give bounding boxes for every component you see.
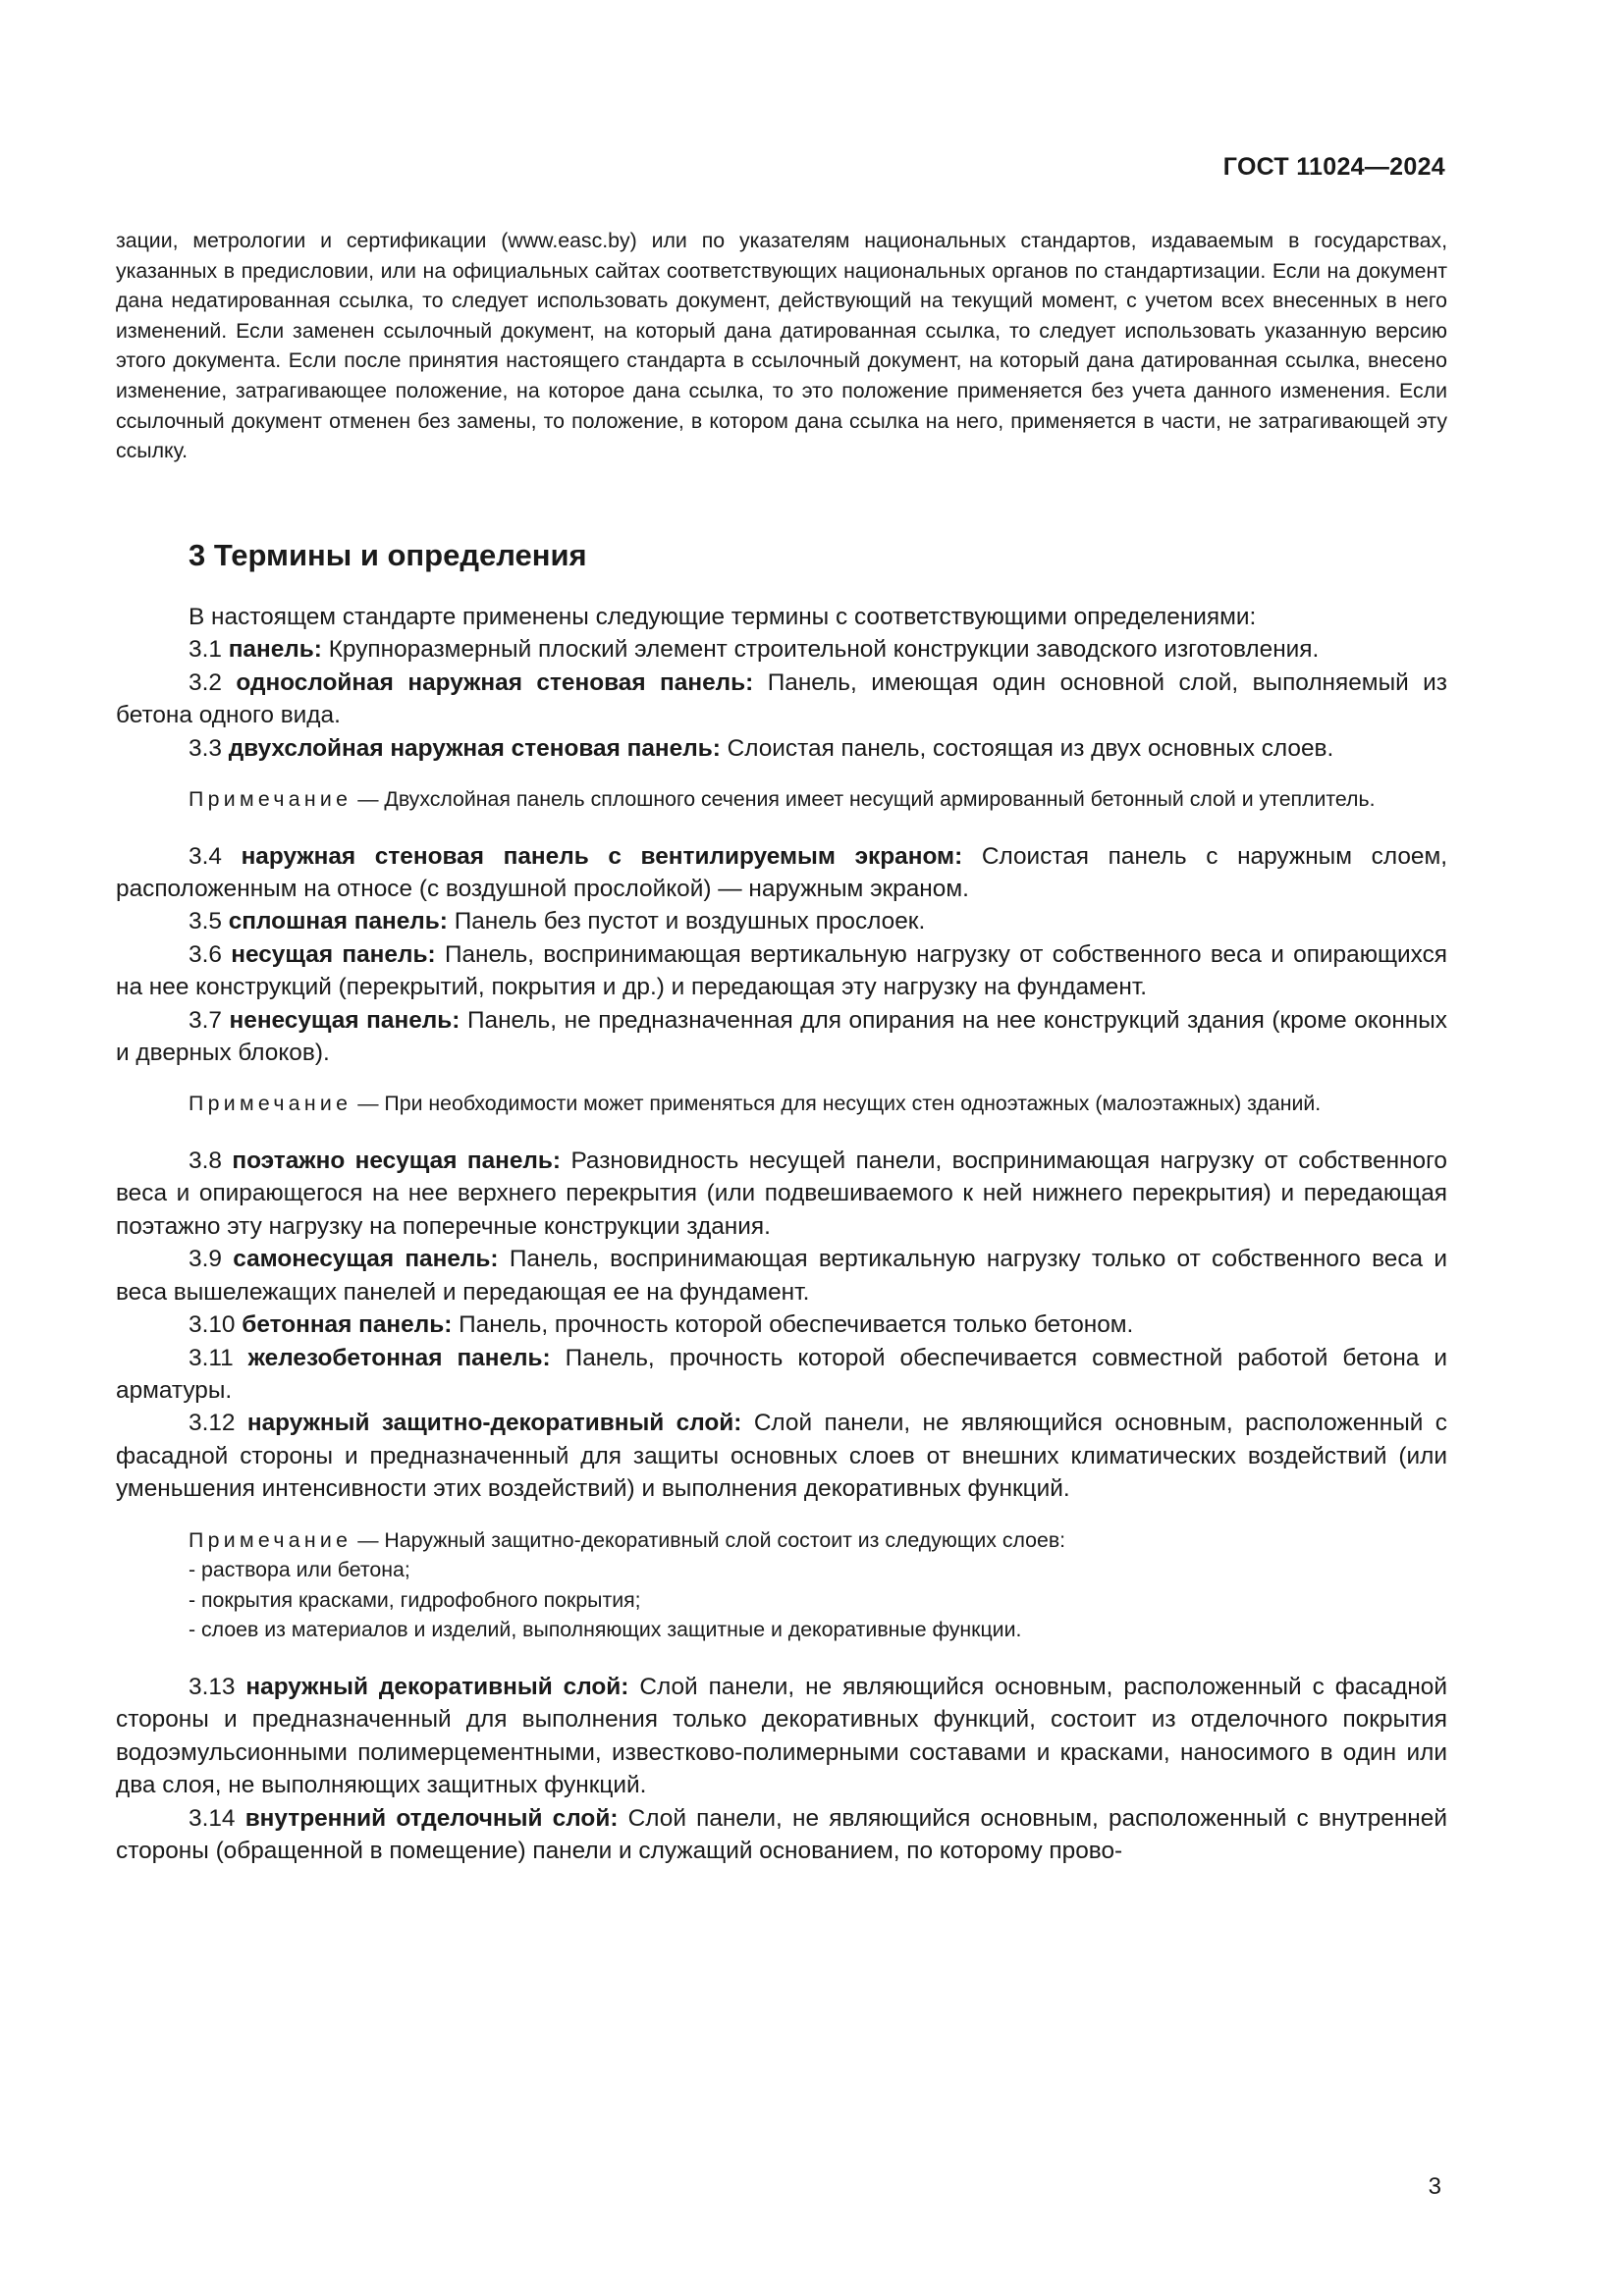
term-3-1: 3.1 панель: Крупноразмерный плоский элемент строительной конструкции заводского изготовления.: [189, 636, 1320, 664]
note-3: Примечание — Наружный защитно-декоративный слой состоит из следующих слоев:: [189, 1527, 1066, 1552]
term-definition: Панель, прочность которой обеспечивается только бетоном.: [459, 1311, 1134, 1339]
term-3-11: 3.11 железобетонная панель: Панель, прочность которой обеспечивается совместной работой бетона и арматуры.: [116, 1344, 1447, 1404]
intro-paragraph: зации, метрологии и сертификации (www.easc.by) или по указателям национальных стандартов, издаваемым в государствах, указанных в предисловии, или на официальных сайтах соответствующих национальных органов по стандартизации. Если на документ дана недатированная ссылка, то следует использовать документ, действующий на текущий момент, с учетом всех внесенных в него изменений. Если заменен ссылочный документ, на который дана датированная ссылка, то следует использовать указанную версию этого документа. Если после принятия настоящего стандарта в ссылочный документ, на который дана датированная ссылка, внесено изменение, затрагивающее положение, на которое дана ссылка, то это положение применяется без учета данного изменения. Если ссылочный документ отменен без замены, то положение, в котором дана ссылка на него, применяется в части, не затрагивающей эту ссылку.: [116, 229, 1447, 463]
term-definition: Панель, прочность которой обеспечивается совместной работой бетона и арматуры.: [116, 1344, 1447, 1404]
term-3-2: 3.2 однослойная наружная стеновая панель: Панель, имеющая один основной слой, выполняемый из бетона одного вида.: [116, 668, 1447, 729]
term-definition: Панель, не предназначенная для опирания на нее конструкций здания (кроме оконных и дверных блоков).: [116, 1006, 1447, 1067]
term-3-13: 3.13 наружный декоративный слой: Слой панели, не являющийся основным, расположенный с фасадной стороны и предназначенный для выполнения только декоративных функций, состоит из отделочного покрытия водоэмульсионными полимерцементными, известково-полимерными составами и красками, наносимого в один или два слоя, не выполняющих защитных функций.: [116, 1673, 1447, 1799]
section-heading: 3 Термины и определения: [189, 538, 587, 572]
term-definition: Панель, воспринимающая вертикальную нагрузку от собственного веса и опирающихся на нее конструкций (перекрытий, покрытия и др.) и передающая эту нагрузку на фундамент.: [116, 940, 1448, 1001]
term-definition: Слой панели, не являющийся основным, расположенный с фасадной стороны и предназначенный для выполнения только декоративных функций, состоит из отделочного покрытия водоэмульсионными полимерцементными, известково-полимерными составами и красками, наносимого в один или два слоя, не выполняющих защитных функций.: [116, 1673, 1447, 1799]
term-title: наружный декоративный слой:: [245, 1673, 629, 1700]
note-label: Примечание: [189, 1092, 352, 1116]
list-item: - слоев из материалов и изделий, выполняющих защитные и декоративные функции.: [189, 1618, 1022, 1642]
term-title: ненесущая панель:: [229, 1006, 460, 1034]
term-title: сплошная панель:: [228, 908, 448, 935]
terms-section: [116, 601, 1447, 1867]
term-definition: Крупноразмерный плоский элемент строительной конструкции заводского изготовления.: [328, 636, 1320, 664]
list-item: - раствора или бетона;: [189, 1558, 410, 1582]
term-3-14: 3.14 внутренний отделочный слой: Слой панели, не являющийся основным, расположенный с внутренней стороны (обращенной в помещение) панели и служащий основанием, по которому прово-: [116, 1804, 1447, 1864]
note-1: Примечание — Двухслойная панель сплошного сечения имеет несущий армированный бетонный слой и утеплитель.: [189, 787, 1376, 812]
term-3-10: 3.10 бетонная панель: Панель, прочность которой обеспечивается только бетоном.: [189, 1311, 1134, 1339]
term-definition: Панель, имеющая один основной слой, выполняемый из бетона одного вида.: [116, 668, 1447, 729]
note-label: Примечание: [189, 1527, 352, 1552]
term-definition: Слоистая панель с наружным слоем, расположенным на относе (с воздушной прослойкой) — наружным экраном.: [116, 842, 1447, 903]
term-title: железобетонная панель:: [247, 1344, 551, 1371]
term-title: двухслойная наружная стеновая панель:: [228, 734, 721, 762]
term-definition: Слой панели, не являющийся основным, расположенный с фасадной стороны и предназначенный для защиты основных слоев от внешних климатических воздействий (или уменьшения интенсивности этих воздействий) и выполнения декоративных функций.: [116, 1410, 1447, 1503]
term-3-9: 3.9 самонесущая панель: Панель, воспринимающая вертикальную нагрузку только от собственного веса и веса вышележащих панелей и передающая ее на фундамент.: [116, 1246, 1448, 1306]
term-definition: Панель без пустот и воздушных прослоек.: [454, 908, 926, 935]
note-2: Примечание — При необходимости может применяться для несущих стен одноэтажных (малоэтажных) зданий.: [189, 1092, 1322, 1116]
term-title: несущая панель:: [231, 940, 436, 968]
term-title: бетонная панель:: [242, 1311, 453, 1339]
term-3-6: 3.6 несущая панель: Панель, воспринимающая вертикальную нагрузку от собственного веса и опирающихся на нее конструкций (перекрытий, покрытия и др.) и передающая эту нагрузку на фундамент.: [116, 940, 1448, 1001]
term-definition: Слоистая панель, состоящая из двух основных слоев.: [727, 734, 1334, 762]
term-title: наружная стеновая панель с вентилируемым экраном:: [241, 842, 963, 870]
section-intro: В настоящем стандарте применены следующие термины с соответствующими определениями:: [189, 604, 1257, 630]
term-3-12: 3.12 наружный защитно-декоративный слой: Слой панели, не являющийся основным, расположенный с фасадной стороны и предназначенный для защиты основных слоев от внешних климатических воздействий (или уменьшения интенсивности этих воздействий) и выполнения декоративных функций.: [116, 1410, 1447, 1503]
term-definition: Слой панели, не являющийся основным, расположенный с внутренней стороны (обращенной в помещение) панели и служащий основанием, по которому прово-: [116, 1804, 1447, 1864]
term-title: внутренний отделочный слой:: [244, 1804, 619, 1832]
note-label: Примечание: [189, 787, 352, 812]
term-title: самонесущая панель:: [233, 1246, 499, 1273]
list-item: - покрытия красками, гидрофобного покрытия;: [189, 1587, 641, 1612]
term-3-3: 3.3 двухслойная наружная стеновая панель: Слоистая панель, состоящая из двух основных слоев.: [189, 734, 1334, 762]
page-number: 3: [1428, 2173, 1441, 2200]
term-title: однослойная наружная стеновая панель:: [236, 668, 754, 696]
term-3-7: 3.7 ненесущая панель: Панель, не предназначенная для опирания на нее конструкций здания (кроме оконных и дверных блоков).: [116, 1006, 1447, 1067]
term-title: панель:: [228, 636, 322, 664]
term-title: поэтажно несущая панель:: [232, 1148, 562, 1175]
term-3-5: 3.5 сплошная панель: Панель без пустот и воздушных прослоек.: [189, 908, 926, 935]
term-3-4: 3.4 наружная стеновая панель с вентилируемым экраном: Слоистая панель с наружным слоем, расположенным на относе (с воздушной прослойкой) — наружным экраном.: [116, 842, 1447, 903]
term-definition: Разновидность несущей панели, воспринимающая нагрузку от собственного веса и опирающегося на нее верхнего перекрытия (или подвешиваемого к ней нижнего перекрытия) и передающая поэтажно эту нагрузку на поперечные конструкции здания.: [116, 1148, 1447, 1240]
term-3-8: 3.8 поэтажно несущая панель: Разновидность несущей панели, воспринимающая нагрузку от собственного веса и опирающегося на нее верхнего перекрытия (или подвешиваемого к ней нижнего перекрытия) и передающая поэтажно эту нагрузку на поперечные конструкции здания.: [116, 1148, 1447, 1240]
document-code: ГОСТ 11024—2024: [1222, 153, 1445, 181]
term-definition: Панель, воспринимающая вертикальную нагрузку только от собственного веса и веса вышележащих панелей и передающая ее на фундамент.: [116, 1246, 1448, 1306]
term-title: наружный защитно-декоративный слой:: [246, 1410, 742, 1437]
note-3-list: [116, 1555, 1447, 1645]
